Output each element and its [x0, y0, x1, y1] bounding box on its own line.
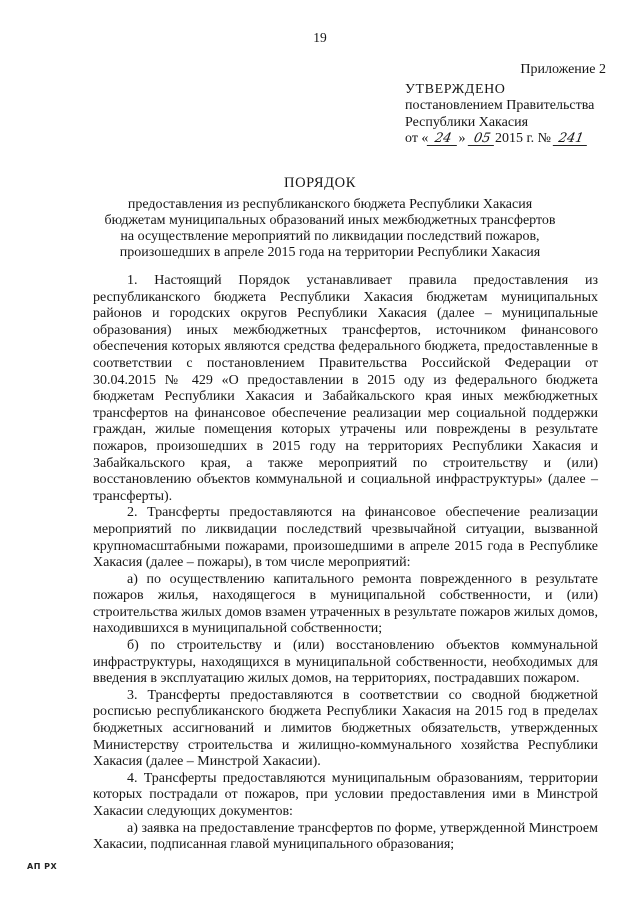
date-year: 2015 г. №	[494, 131, 551, 146]
paragraph-2b: б) по строительству и (или) восстановлению объектов коммунальной инфраструктуры, находящихся в муниципальной собственности, необходимых для введения в эксплуатацию жилых домов, на территориях, пострадавших пожаром.	[93, 638, 598, 687]
approval-line-2: Республики Хакасия	[405, 114, 529, 130]
approval-block	[405, 62, 620, 148]
date-prefix: от «	[405, 131, 429, 146]
approved-label: УТВЕРЖДЕНО	[405, 81, 506, 97]
document-title: ПОРЯДОК	[284, 175, 356, 191]
paragraph-4: 4. Трансферты предоставляются муниципальным образованиям, территории которых пострадали от пожаров, при условии предоставления ими в Минстрой Хакасии следующих документов:	[93, 770, 598, 819]
paragraph-2: 2. Трансферты предоставляются на финансовое обеспечение реализации мероприятий по ликвидации последствий чрезвычайной ситуации, вызванной крупномасштабными пожарами, произошедшими в апреле 2015 года в Республике Хакасия (далее – пожары), в том числе мероприятий:	[93, 505, 598, 571]
paragraph-4a: а) заявка на предоставление трансфертов по форме, утвержденной Минстроем Хакасии, подписанная главой муниципального образования;	[93, 820, 598, 853]
approval-date-line	[405, 131, 620, 148]
paragraph-3: 3. Трансферты предоставляются в соответствии со сводной бюджетной росписью республиканского бюджета Республики Хакасия на 2015 год в пределах бюджетных ассигнований и лимитов бюджетных обязательств, утвержденных Министерству строительства и жилищно-коммунального хозяйства Республики Хакасия (далее – Минстрой Хакасии).	[93, 687, 598, 770]
footer-mark: АП РХ	[27, 862, 58, 871]
subtitle-line: предоставления из республиканского бюджета Республики Хакасия	[127, 197, 533, 212]
appendix-label: Приложение 2	[520, 62, 606, 77]
page-number: 19	[313, 30, 327, 45]
subtitle-line: бюджетам муниципальных образований иных межбюджетных трансфертов	[104, 213, 556, 228]
handwritten-month: 05	[468, 132, 496, 146]
approval-line-1: постановлением Правительства	[405, 98, 595, 113]
subtitle-line: произошедших в апреле 2015 года на территории Республики Хакасия	[119, 245, 541, 260]
handwritten-day: 24	[427, 132, 459, 146]
paragraph-1: 1. Настоящий Порядок устанавливает правила предоставления из республиканского бюджета Республики Хакасия бюджетам муниципальных районов и городских округов Республики Хакасия (далее – муниципальные образования) иных межбюджетных трансфертов, источником финансового обеспечения которых являются средства федерального бюджета, предоставленные в соответствии с постановлением Правительства Российской Федерации от 30.04.2015 № 429 «О предоставлении в 2015 оду из федерального бюджета бюджетам Республики Хакасия и Забайкальского края иных межбюджетных трансфертов на финансовое обеспечение реализации мер социальной поддержки граждан, жилые помещения которых утрачены или повреждены в результате пожаров, произошедших в 2015 году на территориях Республики Хакасия и Забайкальского края, а также мероприятий по строительству и (или) восстановлению объектов коммунальной и социальной инфраструктуры» (далее – трансферты).	[93, 273, 598, 504]
subtitle-line: на осуществление мероприятий по ликвидации последствий пожаров,	[120, 229, 540, 244]
document-subtitle	[80, 197, 580, 261]
date-mid: »	[458, 131, 466, 146]
handwritten-number: 241	[553, 132, 589, 146]
document-body	[93, 273, 598, 854]
paragraph-2a: а) по осуществлению капитального ремонта поврежденного в результате пожаров жилья, находящегося в муниципальной собственности, и (или) строительства жилых домов взамен утраченных в результате пожаров жилых домов, находившихся в муниципальной собственности;	[93, 571, 598, 637]
